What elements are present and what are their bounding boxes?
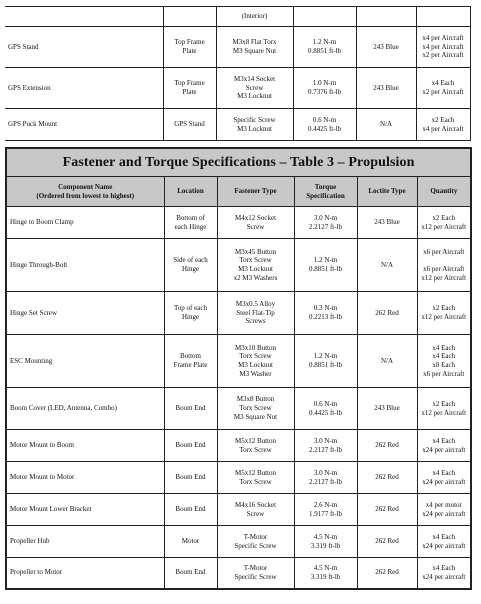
fastener-type-header: Fastener Type <box>217 177 294 207</box>
component-name-cell: Propeller Hub <box>6 526 164 558</box>
location-cell: Bottom Frame Plate <box>164 335 217 388</box>
location-cell: Boom End <box>164 494 217 526</box>
quantity-cell: x2 Each x12 per Aircraft <box>417 292 471 335</box>
table-row <box>6 558 471 589</box>
loctite-cell: 262 Red <box>357 462 417 494</box>
fastener-type-cell: M4x12 Socket Screw <box>217 207 294 239</box>
fastener-type-cell: M3x8 Flat Torx M3 Square Nut <box>216 27 293 68</box>
torque-cell: 2.6 N-m 1.9177 ft-lb <box>294 494 357 526</box>
location-cell: Boom End <box>164 430 217 462</box>
loctite-cell: N/A <box>356 109 416 141</box>
table-row <box>6 526 471 558</box>
location-cell: Top Frame Plate <box>163 27 216 68</box>
torque-cell: 0.3 N-m 0.2213 ft-lb <box>294 292 357 335</box>
table-title: Fastener and Torque Specifications – Table 3 – Propulsion <box>6 148 471 177</box>
component-name-cell: Boom Cover (LED, Antenna, Combo) <box>6 388 164 430</box>
quantity-cell: x4 Each x24 per aircraft <box>417 526 471 558</box>
loctite-cell: 243 Blue <box>357 388 417 430</box>
location-cell: Boom End <box>164 388 217 430</box>
table-row <box>6 207 471 239</box>
fastener-type-cell: M3x0.5 Alloy Steel Flat-Tip Screws <box>217 292 294 335</box>
component-name-cell: GPS Puck Mount <box>5 109 163 141</box>
location-cell: Boom End <box>164 462 217 494</box>
loctite-cell <box>356 7 416 27</box>
quantity-cell: x2 Each x12 per Aircraft <box>417 388 471 430</box>
loctite-cell: 243 Blue <box>357 207 417 239</box>
torque-cell: 1.2 N-m 0.8851 ft-lb <box>293 27 356 68</box>
component-name-cell: GPS Extension <box>5 68 163 109</box>
table-row <box>6 239 471 292</box>
loctite-cell: 262 Red <box>357 430 417 462</box>
table-row <box>6 335 471 388</box>
loctite-cell: 262 Red <box>357 494 417 526</box>
table-row <box>6 292 471 335</box>
torque-cell: 1.0 N-m 0.7376 ft-lb <box>293 68 356 109</box>
quantity-cell: x4 Each x2 per Aircraft <box>416 68 470 109</box>
torque-cell: 3.0 N-m 2.2127 ft-lb <box>294 430 357 462</box>
loctite-cell: 243 Blue <box>356 27 416 68</box>
loctite-cell: 262 Red <box>357 292 417 335</box>
quantity-cell: x4 Each x24 per aircraft <box>417 430 471 462</box>
fastener-type-cell: M3x45 Button Torx Screw M3 Locknut x2 M3 Washers <box>217 239 294 292</box>
component-name-cell: ESC Mounting <box>6 335 164 388</box>
table-row <box>6 494 471 526</box>
torque-cell: 3.0 N-m 2.2127 ft-lb <box>294 207 357 239</box>
fastener-type-cell: T-Motor Specific Screw <box>217 558 294 589</box>
quantity-cell: x4 Each x24 per aircraft <box>417 558 471 589</box>
component-name-header: Component Name (Ordered from lowest to highest) <box>6 177 164 207</box>
header-row <box>6 177 471 207</box>
fastener-type-cell: M5x12 Button Torx Screw <box>217 462 294 494</box>
location-cell: Top Frame Plate <box>163 68 216 109</box>
loctite-cell: N/A <box>357 239 417 292</box>
fastener-type-cell: M3x14 Socket Screw M3 Locknut <box>216 68 293 109</box>
location-cell: GPS Stand <box>163 109 216 141</box>
fastener-type-cell: Specific Screw M3 Locknut <box>216 109 293 141</box>
torque-cell: 0.6 N-m 0.4425 ft-lb <box>293 109 356 141</box>
quantity-cell: x4 per motor x24 per aircraft <box>417 494 471 526</box>
torque-header: Torque Specification <box>294 177 357 207</box>
loctite-cell: 262 Red <box>357 558 417 589</box>
quantity-cell: x2 Each x12 per Aircraft <box>417 207 471 239</box>
table-row <box>5 27 470 68</box>
table-row <box>6 430 471 462</box>
location-cell: Side of each Hinge <box>164 239 217 292</box>
component-name-cell: Motor Mount to Motor <box>6 462 164 494</box>
location-cell: Motor <box>164 526 217 558</box>
torque-cell: 3.0 N-m 2.2127 ft-lb <box>294 462 357 494</box>
propulsion-fastener-table <box>5 147 472 590</box>
location-cell <box>163 7 216 27</box>
loctite-header: Loctite Type <box>357 177 417 207</box>
component-name-cell: Motor Mount to Boom <box>6 430 164 462</box>
fastener-type-cell: M4x16 Socket Screw <box>217 494 294 526</box>
quantity-cell: x4 per Aircraft x4 per Aircraft x2 per Aircraft <box>416 27 470 68</box>
component-name-cell: Hinge Through-Bolt <box>6 239 164 292</box>
table-row <box>6 462 471 494</box>
component-name-cell: Hinge Set Screw <box>6 292 164 335</box>
table-row <box>6 388 471 430</box>
torque-cell: 4.5 N-m 3.319 ft-lb <box>294 526 357 558</box>
fastener-type-cell: (Interior) <box>216 7 293 27</box>
fastener-type-cell: M3x10 Button Torx Screw M3 Locknut M3 Washer <box>217 335 294 388</box>
component-name-cell <box>5 7 163 27</box>
fastener-type-cell: T-Motor Specific Screw <box>217 526 294 558</box>
quantity-header: Quantity <box>417 177 471 207</box>
torque-cell: 0.6 N-m 0.4425 ft-lb <box>294 388 357 430</box>
component-name-cell: Hinge to Boom Clamp <box>6 207 164 239</box>
location-cell: Top of each Hinge <box>164 292 217 335</box>
quantity-cell: x4 Each x24 per aircraft <box>417 462 471 494</box>
quantity-cell <box>416 7 470 27</box>
table-row <box>5 109 470 141</box>
fastener-type-cell: M5x12 Button Torx Screw <box>217 430 294 462</box>
loctite-cell: 243 Blue <box>356 68 416 109</box>
component-name-cell: GPS Stand <box>5 27 163 68</box>
loctite-cell: 262 Red <box>357 526 417 558</box>
torque-cell: 1.2 N-m 0.8851 ft-lb <box>294 239 357 292</box>
previous-table-continuation <box>5 6 471 141</box>
table-row <box>5 7 470 27</box>
loctite-cell: N/A <box>357 335 417 388</box>
location-cell: Bottom of each Hinge <box>164 207 217 239</box>
fastener-type-cell: M3x8 Button Torx Screw M3 Square Nut <box>217 388 294 430</box>
quantity-cell: x4 Each x4 Each x8 Each x6 per Aircraft <box>417 335 471 388</box>
location-cell: Boom End <box>164 558 217 589</box>
location-header: Location <box>164 177 217 207</box>
component-name-cell: Propeller to Motor <box>6 558 164 589</box>
torque-cell <box>293 7 356 27</box>
torque-cell: 1.2 N-m 0.8851 ft-lb <box>294 335 357 388</box>
component-name-cell: Motor Mount Lower Bracket <box>6 494 164 526</box>
table-row <box>5 68 470 109</box>
quantity-cell: x6 per Aircraft x6 per Aircraft x12 per Aircraft <box>417 239 471 292</box>
quantity-cell: x2 Each x4 per Aircraft <box>416 109 470 141</box>
torque-cell: 4.5 N-m 3.319 ft-lb <box>294 558 357 589</box>
